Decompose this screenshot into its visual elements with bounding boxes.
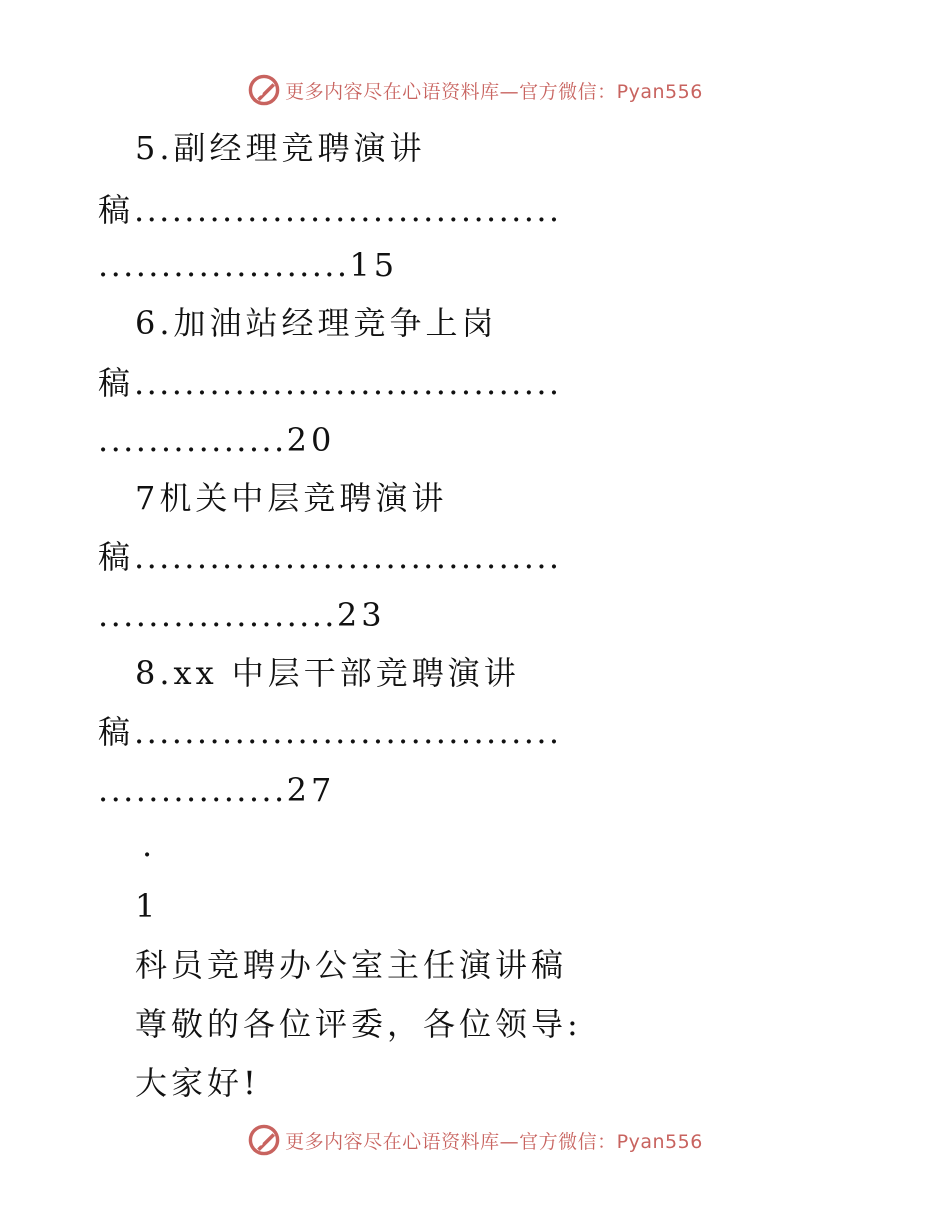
toc-entry-leader: 稿.................................. [98,364,562,402]
toc-entry-title: 5.副经理竞聘演讲 [135,129,426,167]
toc-lead-char: 稿 [98,538,135,576]
pen-logo-icon [247,1123,281,1157]
watermark-text: 更多内容尽在心语资料库—官方微信：Pyan556 [285,1130,703,1153]
toc-lead-char: 稿 [98,191,135,229]
toc-entry-leader: 稿.................................. [98,538,562,576]
toc-entry-page-line: ...............27 [98,771,336,809]
greeting: 大家好! [135,1064,260,1102]
toc-page-number: 23 [336,596,386,634]
toc-entry-title: 6.加油站经理竞争上岗 [135,304,498,342]
toc-entry-title: 7机关中层竞聘演讲 [135,479,448,517]
toc-entry-title: 8.xx 中层干部竞聘演讲 [135,654,520,692]
footer-watermark [0,1120,950,1160]
document-title: 科员竞聘办公室主任演讲稿 [135,946,568,984]
toc-page-number: 20 [286,421,336,459]
toc-page-number: 15 [349,246,399,284]
header-watermark [0,70,950,110]
toc-page-number: 27 [286,771,336,809]
toc-entry-leader: 稿.................................. [98,191,562,229]
toc-entry-page-line: ....................15 [98,246,399,284]
toc-entry-leader: 稿.................................. [98,713,562,751]
watermark-text: 更多内容尽在心语资料库—官方微信：Pyan556 [285,80,703,103]
page-number: 1 [135,887,160,925]
toc-entry-page-line: ...............20 [98,421,336,459]
pen-logo-icon [247,73,281,107]
salutation: 尊敬的各位评委，各位领导: [135,1005,582,1043]
separator-dot: . [142,826,157,864]
toc-lead-char: 稿 [98,713,135,751]
toc-lead-char: 稿 [98,364,135,402]
toc-entry-page-line: ...................23 [98,596,386,634]
